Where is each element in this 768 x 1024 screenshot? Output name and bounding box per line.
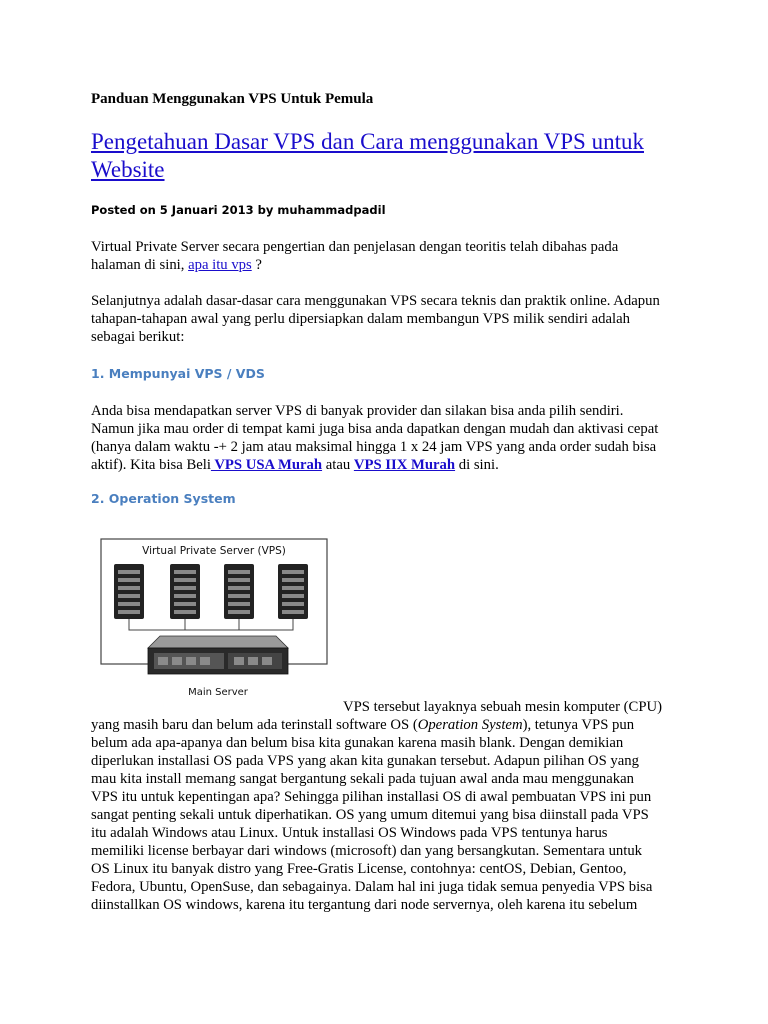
intro-line: Virtual Private Server secara pengertian dan penjelasan dengan teoritis telah dibahas pada — [91, 239, 619, 255]
paragraph-line: memiliki license berbayar dari windows (microsoft) dan yang bersangkutan. Sementara untuk — [91, 843, 643, 859]
vps-usa-murah-link[interactable]: VPS USA Murah — [210, 457, 323, 473]
intro-text: ? — [251, 257, 262, 273]
post-title-link[interactable]: Pengetahuan Dasar VPS dan Cara menggunakan VPS untuk Website — [91, 129, 644, 182]
paragraph-line: diperlukan installasi OS pada VPS yang akan kita gunakan tersebut. Adapun pilihan OS yang — [91, 753, 639, 769]
paragraph-line: Namun jika mau order di tempat kami juga bisa anda dapatkan dengan mudah dan aktivasi cepat — [91, 421, 659, 437]
section1-paragraph — [91, 402, 691, 474]
paragraph-line: OS Linux itu banyak distro yang Free-Gratis License, contohnya: centOS, Debian, Gentoo, — [91, 861, 627, 877]
paragraph-line: Selanjutnya adalah dasar-dasar cara menggunakan VPS secara teknis dan praktik online. Adapun — [91, 293, 660, 309]
figure-side-text: VPS tersebut layaknya sebuah mesin komputer (CPU) — [343, 699, 662, 715]
figure-top-label: Virtual Private Server (VPS) — [142, 545, 286, 557]
vps-iix-murah-link[interactable]: VPS IIX Murah — [353, 457, 456, 473]
document-title: Panduan Menggunakan VPS Untuk Pemula — [91, 91, 374, 107]
paragraph-line — [91, 456, 691, 474]
paragraph-line: itu adalah Windows atau Linux. Untuk installasi OS Windows pada VPS tentunya harus — [91, 825, 608, 841]
paragraph-text: aktif). Kita bisa Beli — [91, 457, 211, 473]
server-tower-icon — [170, 564, 200, 619]
paragraph-line: sebagai berikut: — [91, 329, 185, 345]
section1-heading: 1. Mempunyai VPS / VDS — [91, 366, 265, 381]
next-paragraph — [91, 292, 691, 346]
post-meta: Posted on 5 Januari 2013 by muhammadpadil — [91, 203, 386, 217]
paragraph-line: sangat penting sekali untuk diperhatikan. OS yang umum ditemui yang bisa diinstall pada VPS — [91, 807, 649, 823]
figure-bottom-label: Main Server — [188, 687, 248, 698]
paragraph-text: ), tetunya VPS pun — [522, 717, 635, 733]
paragraph-line: diinstallkan OS windows, karena itu tergantung dari node servernya, oleh karena itu sebelum — [91, 897, 638, 913]
paragraph-line: VPS itu untuk kepentingan apa? Sehingga pilihan installasi OS di awal pembuatan VPS ini pun — [91, 789, 652, 805]
paragraph-line: (hanya dalam waktu -+ 2 jam atau maksimal hingga 1 x 24 jam VPS yang anda order sudah bisa — [91, 439, 657, 455]
server-tower-icon — [278, 564, 308, 619]
paragraph-line: mau kita install memang sangat bergantung sekali pada tujuan awal anda mau menggunakan — [91, 771, 634, 787]
paragraph-line — [91, 716, 691, 734]
section2-heading: 2. Operation System — [91, 491, 236, 506]
paragraph-line: belum ada apa-apanya dan belum bisa kita gunakan karena masih blank. Dengan demikian — [91, 735, 624, 751]
emphasis-text: Operation System — [417, 717, 523, 733]
rack-server-icon — [148, 636, 288, 674]
paragraph-line: Fedora, Ubuntu, OpenSuse, dan sebagainya. Dalam hal ini juga tidak semua penyedia VPS bisa — [91, 879, 653, 895]
section2-paragraph — [91, 716, 691, 914]
vps-diagram-svg — [100, 538, 328, 708]
paragraph-text: atau — [322, 457, 354, 473]
vps-diagram-image — [100, 538, 328, 708]
intro-text: halaman di sini, — [91, 257, 189, 273]
server-tower-icon — [224, 564, 254, 619]
apa-itu-vps-link[interactable]: apa itu vps — [188, 257, 252, 273]
intro-paragraph — [91, 238, 691, 274]
server-tower-icon — [114, 564, 144, 619]
intro-line — [91, 256, 691, 274]
paragraph-line: tahapan-tahapan awal yang perlu dipersiapkan dalam membangun VPS milik sendiri adalah — [91, 311, 630, 327]
paragraph-line: Anda bisa mendapatkan server VPS di banyak provider dan silakan bisa anda pilih sendiri. — [91, 403, 624, 419]
paragraph-text: yang masih baru dan belum ada terinstall software OS ( — [91, 717, 418, 733]
paragraph-text: di sini. — [455, 457, 499, 473]
